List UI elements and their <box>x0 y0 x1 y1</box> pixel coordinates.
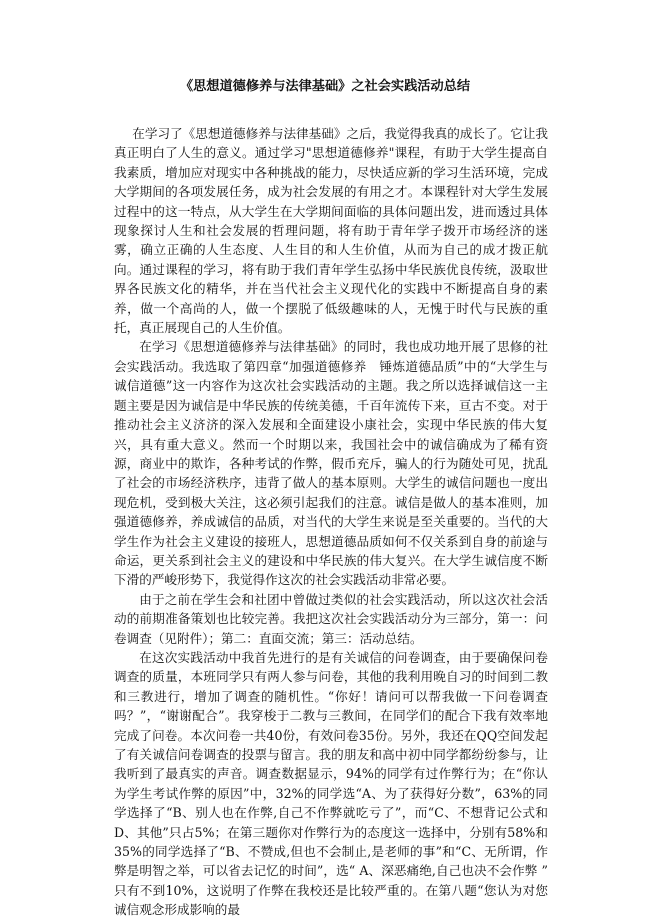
document-title: 《思想道德修养与法律基础》之社会实践活动总结 <box>179 79 471 94</box>
document-body <box>114 124 548 920</box>
paragraph-3: 由于之前在学生会和社团中曾做过类似的社会实践活动，所以这次社会活动的前期准备策划也比较完善。我把这次社会实践活动分为三部分，第一：问卷调查（见附件）；第二：直面交流；第三：活动总结。 <box>114 591 548 646</box>
paragraph-1: 在学习了《思想道德修养与法律基础》之后，我觉得我真的成长了。它让我真正明白了人生的意义。通过学习"思想道德修养"课程，有助于大学生提高自我素质，增加应对现实中各种挑战的能力，尽快适应新的学习生活环境，完成大学期间的各项发展任务，成为社会发展的有用之才。本课程针对大学生发展过程中的这一特点，从大学生在大学期间面临的具体问题出发，进而透过具体现象探讨人生和社会发展的哲理问题，将有助于青年学子拨开市场经济的迷雾，确立正确的人生态度、人生目的和人生价值，从而为自己的成才拨正航向。通过课程的学习，将有助于我们青年学生弘扬中华民族优良传统，汲取世界各民族文化的精华，并在当代社会主义现代化的实践中不断提高自身的素养，做一个高尚的人，做一个摆脱了低级趣味的人，无愧于时代与民族的重托，真正展现自己的人生价值。 <box>114 126 548 336</box>
paragraph-2: 在学习《思想道德修养与法律基础》的同时，我也成功地开展了思修的社会实践活动。我选取了第四章“加强道德修养 锤炼道德品质”中的“大学生与诚信道德”这一内容作为这次社会实践活动的主题。我之所以选择诚信这一主题主要是因为诚信是中华民族的传统美德，千百年流传下来，亘古不变。对于推动社会主义济济的深入发展和全面建设小康社会，实现中华民族的伟大复兴，具有重大意义。然而一个时期以来，我国社会中的诚信确成为了稀有资源，商业中的欺诈，各种考试的作弊，假币充斥，骗人的行为随处可见，扰乱了社会的市场经济秩序，违背了做人的基本原则。大学生的诚信问题也一度出现危机，受到极大关注，这必须引起我们的注意。诚信是做人的基本准则，加强道德修养，养成诚信的品质，对当代的大学生来说是至关重要的。当代的大学生作为社会主义建设的接班人，思想道德品质如何不仅关系到自身的前途与命运，更关系到社会主义的建设和中华民族的伟大复兴。在大学生诚信度不断下滑的严峻形势下，我觉得作这次的社会实践活动非常必要。 <box>114 339 548 588</box>
paragraph-4: 在这次实践活动中我首先进行的是有关诚信的问卷调查，由于要确保问卷调查的质量，本班同学只有两人参与问卷，其他的我利用晚自习的时间到二教和三教进行，增加了调查的随机性。“你好！请问可以帮我做一下问卷调查吗？”，“谢谢配合”。我穿梭于二教与三教间，在同学们的配合下我有效率地完成了问卷。本次问卷一共40份，有效问卷35份。另外，我还在QQ空间发起了有关诚信问卷调查的投票与留言。我的朋友和高中初中同学都纷纷参与，让我听到了最真实的声音。调查数据显示，94%的同学有过作弊行为；在“你认为学生考试作弊的原因”中，32%的同学选“A、为了获得好分数”，63%的同学选择了“B、别人也在作弊,自己不作弊就吃亏了”，而“C、不想背记公式和D、其他”只占5%；在第三题你对作弊行为的态度这一选择中，分别有58%和35%的同学选择了“B、不赞成,但也不会制止,是老师的事”和“C、无所谓，作弊是明智之举，可以省去记忆的时间”，选“ A、深恶痛绝,自己也决不会作弊 ” 只有不到10%，这说明了作弊在我校还是比较严重的。在第八题“您认为对您诚信观念形成影响的最 <box>114 649 548 918</box>
